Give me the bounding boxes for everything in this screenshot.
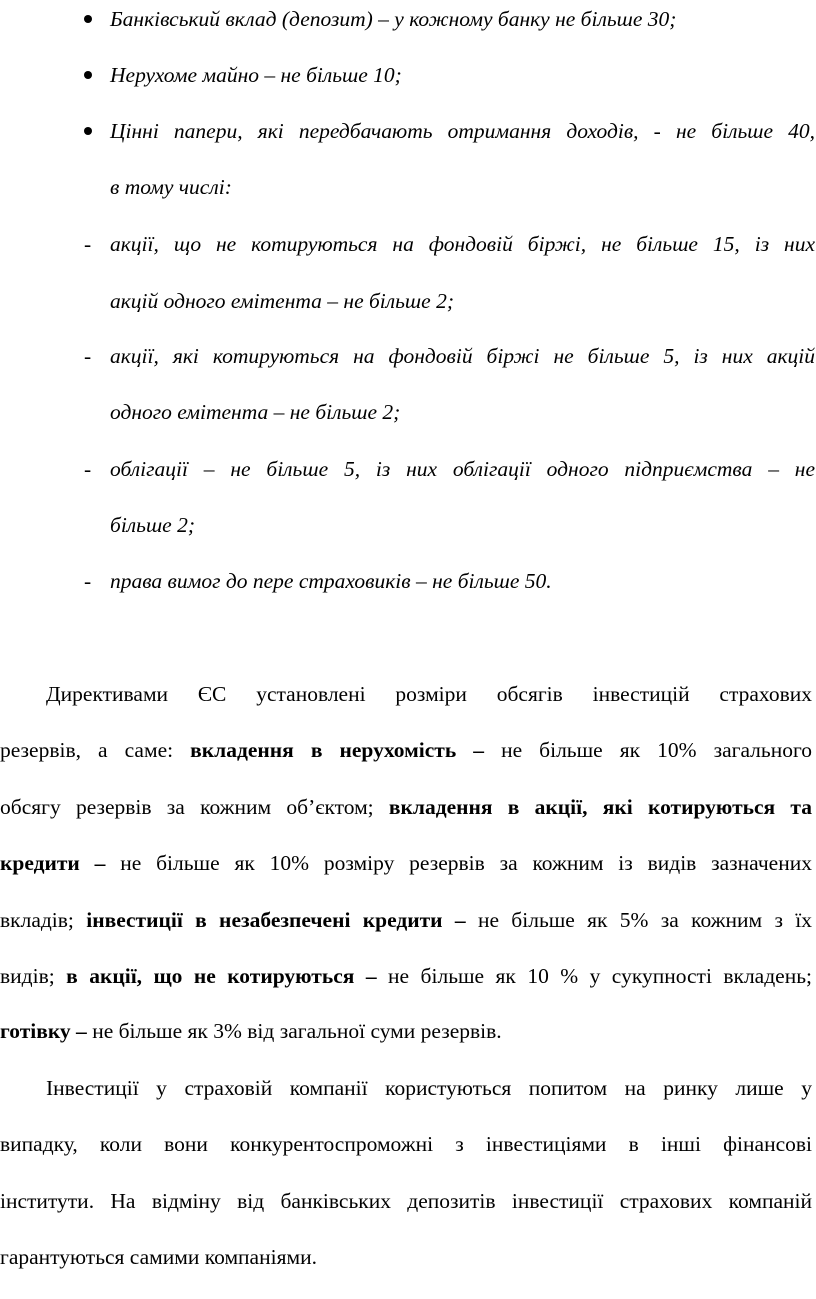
paragraph-line <box>0 849 812 877</box>
bullet-icon <box>84 71 92 79</box>
paragraph-line <box>0 906 812 934</box>
paragraph-line <box>0 736 812 764</box>
dash-marker: - <box>84 457 92 481</box>
text-run: не більше як 10% розміру резервів за кожним із видів зазначених <box>105 851 812 875</box>
list-item: акції, що не котируються на фондовій біржі, не більше 15, із них <box>110 232 815 256</box>
text-run: обсягу резервів за кожним об’єктом; <box>0 795 389 819</box>
text-run: видів; <box>0 964 67 988</box>
bold-term: кредити – <box>0 851 106 875</box>
dash-marker: - <box>84 569 92 593</box>
paragraph-line <box>0 1017 502 1045</box>
bold-term: вкладення в нерухомість – <box>190 738 485 762</box>
list-item-continuation: одного емітента – не більше 2; <box>110 400 401 424</box>
paragraph-line <box>0 962 812 990</box>
list-item: Цінні папери, які передбачають отримання доходів, - не більше 40, <box>110 119 815 143</box>
bold-term: готівку – <box>0 1019 87 1043</box>
paragraph-line <box>0 793 812 821</box>
dash-marker: - <box>84 344 92 368</box>
list-item-continuation: в тому числі: <box>110 175 232 199</box>
bold-term: інвестиції в незабезпечені кредити – <box>86 908 466 932</box>
paragraph-line: інститути. На відміну від банківських депозитів інвестиції страхових компаній <box>0 1189 812 1213</box>
paragraph-line: гарантуються самими компаніями. <box>0 1245 317 1269</box>
text-run: резервів, а саме: <box>0 738 191 762</box>
text-run: не більше як 10 % у сукупності вкладень; <box>376 964 812 988</box>
bold-term: в акції, що не котируються – <box>66 964 377 988</box>
paragraph-line: випадку, коли вони конкурентоспроможні з інвестиціями в інші фінансові <box>0 1132 812 1156</box>
bullet-icon <box>84 15 92 23</box>
list-item: акції, які котируються на фондовій біржі не більше 5, із них акцій <box>110 344 815 368</box>
list-item-continuation: більше 2; <box>110 513 196 537</box>
paragraph-line: Інвестиції у страховій компанії користуються попитом на ринку лише у <box>46 1076 812 1100</box>
bold-term: вкладення в акції, які котируються та <box>388 795 813 819</box>
list-item: права вимог до пере страховиків – не більше 50. <box>110 569 552 593</box>
list-item: Банківський вклад (депозит) – у кожному банку не більше 30; <box>110 7 677 31</box>
paragraph-line: Директивами ЄС установлені розміри обсягів інвестицій страхових <box>46 682 812 706</box>
text-run: не більше як 3% від загальної суми резервів. <box>86 1019 502 1043</box>
text-run: не більше як 5% за кожним з їх <box>465 908 812 932</box>
text-run: не більше як 10% загального <box>484 738 812 762</box>
list-item-continuation: акцій одного емітента – не більше 2; <box>110 289 454 313</box>
bullet-icon <box>84 127 92 135</box>
list-item: облігації – не більше 5, із них облігації одного підприємства – не <box>110 457 815 481</box>
list-item: Нерухоме майно – не більше 10; <box>110 63 402 87</box>
text-run: вкладів; <box>0 908 87 932</box>
dash-marker: - <box>84 232 92 256</box>
